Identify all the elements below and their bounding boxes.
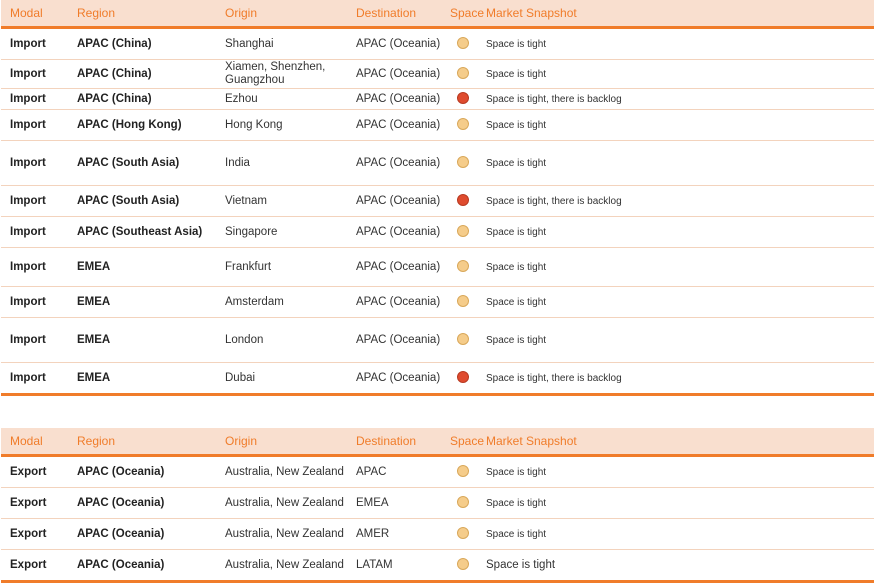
table-row <box>1 89 874 110</box>
backlog-status-dot-icon <box>457 92 469 104</box>
market-snapshot-cell: Space is tight, there is backlog <box>486 372 622 384</box>
region-cell: APAC (Southeast Asia) <box>77 225 203 238</box>
modal-cell: Import <box>10 118 46 131</box>
tight-status-dot-icon <box>457 295 469 307</box>
space-cell <box>451 60 475 88</box>
header-market-snapshot: Market Snapshot <box>486 434 577 448</box>
modal-cell: Import <box>10 156 46 169</box>
destination-cell: APAC (Oceania) <box>356 37 441 50</box>
header-region: Region <box>77 434 116 448</box>
destination-cell: LATAM <box>356 558 393 571</box>
modal-cell: Import <box>10 260 46 273</box>
modal-cell: Import <box>10 92 46 105</box>
origin-cell: Singapore <box>225 225 278 238</box>
market-snapshot-cell: Space is tight <box>486 466 547 478</box>
header-origin: Origin <box>225 6 258 20</box>
table-row <box>1 248 874 287</box>
table-row <box>1 488 874 519</box>
header-space: Space <box>450 434 485 448</box>
modal-cell: Export <box>10 527 47 540</box>
table-row <box>1 217 874 248</box>
region-cell: EMEA <box>77 295 111 308</box>
export-table-body <box>1 457 874 583</box>
table-row <box>1 287 874 318</box>
origin-cell: Hong Kong <box>225 118 283 131</box>
header-space: Space <box>450 6 485 20</box>
export-table-header <box>1 428 874 457</box>
space-cell <box>451 217 475 247</box>
destination-cell: APAC (Oceania) <box>356 225 441 238</box>
modal-cell: Import <box>10 295 46 308</box>
destination-cell: EMEA <box>356 496 389 509</box>
table-row <box>1 363 874 396</box>
region-cell: APAC (Oceania) <box>77 465 165 478</box>
space-cell <box>451 29 475 59</box>
space-cell <box>451 186 475 216</box>
table-row <box>1 110 874 141</box>
header-market-snapshot: Market Snapshot <box>486 6 577 20</box>
tight-status-dot-icon <box>457 37 469 49</box>
origin-cell: Australia, New Zealand <box>225 558 344 571</box>
destination-cell: APAC (Oceania) <box>356 260 441 273</box>
modal-cell: Export <box>10 496 47 509</box>
market-snapshot-cell: Space is tight, there is backlog <box>486 195 622 207</box>
table-row <box>1 141 874 186</box>
header-destination: Destination <box>356 434 417 448</box>
market-snapshot-cell: Space is tight <box>486 226 547 238</box>
destination-cell: APAC (Oceania) <box>356 194 441 207</box>
region-cell: APAC (Oceania) <box>77 558 165 571</box>
table-row <box>1 186 874 217</box>
market-snapshot-cell: Space is tight <box>486 334 547 346</box>
origin-cell: Shanghai <box>225 37 274 50</box>
tight-status-dot-icon <box>457 333 469 345</box>
origin-cell: Xiamen, Shenzhen, Guangzhou <box>225 61 326 86</box>
space-cell <box>451 89 475 109</box>
origin-cell: Frankfurt <box>225 260 272 273</box>
origin-cell: Ezhou <box>225 92 258 105</box>
modal-cell: Export <box>10 465 47 478</box>
modal-cell: Import <box>10 225 46 238</box>
space-cell <box>451 488 475 518</box>
origin-cell: Vietnam <box>225 194 267 207</box>
header-modal: Modal <box>10 6 43 20</box>
origin-cell: Australia, New Zealand <box>225 496 344 509</box>
market-snapshot-cell: Space is tight <box>486 157 547 169</box>
market-snapshot-cell: Space is tight <box>486 119 547 131</box>
import-table <box>1 0 874 396</box>
tight-status-dot-icon <box>457 496 469 508</box>
backlog-status-dot-icon <box>457 194 469 206</box>
destination-cell: APAC (Oceania) <box>356 156 441 169</box>
space-cell <box>451 318 475 362</box>
space-cell <box>451 110 475 140</box>
import-table-header <box>1 0 874 29</box>
table-row <box>1 318 874 363</box>
market-snapshot-cell: Space is tight, there is backlog <box>486 93 622 105</box>
region-cell: APAC (China) <box>77 92 152 105</box>
tight-status-dot-icon <box>457 558 469 570</box>
region-cell: EMEA <box>77 371 111 384</box>
region-cell: APAC (China) <box>77 67 152 80</box>
space-cell <box>451 248 475 286</box>
destination-cell: AMER <box>356 527 390 540</box>
tight-status-dot-icon <box>457 225 469 237</box>
origin-cell: Australia, New Zealand <box>225 527 344 540</box>
destination-cell: APAC (Oceania) <box>356 92 441 105</box>
region-cell: APAC (Hong Kong) <box>77 118 182 131</box>
market-snapshot-cell: Space is tight <box>486 38 547 50</box>
tight-status-dot-icon <box>457 260 469 272</box>
destination-cell: APAC (Oceania) <box>356 67 441 80</box>
table-row <box>1 457 874 488</box>
tight-status-dot-icon <box>457 67 469 79</box>
modal-cell: Export <box>10 558 47 571</box>
modal-cell: Import <box>10 67 46 80</box>
tight-status-dot-icon <box>457 465 469 477</box>
tight-status-dot-icon <box>457 527 469 539</box>
space-cell <box>451 141 475 185</box>
modal-cell: Import <box>10 194 46 207</box>
destination-cell: APAC (Oceania) <box>356 295 441 308</box>
region-cell: APAC (South Asia) <box>77 156 180 169</box>
header-region: Region <box>77 6 116 20</box>
origin-cell: Dubai <box>225 371 256 384</box>
origin-cell: Australia, New Zealand <box>225 465 344 478</box>
import-table-body <box>1 29 874 396</box>
table-row <box>1 60 874 89</box>
region-cell: APAC (South Asia) <box>77 194 180 207</box>
table-row <box>1 519 874 550</box>
destination-cell: APAC <box>356 465 387 478</box>
export-table <box>1 428 874 583</box>
origin-cell: London <box>225 333 264 346</box>
space-cell <box>451 519 475 549</box>
destination-cell: APAC (Oceania) <box>356 118 441 131</box>
header-origin: Origin <box>225 434 258 448</box>
modal-cell: Import <box>10 37 46 50</box>
region-cell: APAC (Oceania) <box>77 496 165 509</box>
region-cell: APAC (Oceania) <box>77 527 165 540</box>
modal-cell: Import <box>10 333 46 346</box>
region-cell: EMEA <box>77 260 111 273</box>
market-snapshot-cell: Space is tight <box>486 528 547 540</box>
market-snapshot-cell: Space is tight <box>486 497 547 509</box>
header-destination: Destination <box>356 6 417 20</box>
tight-status-dot-icon <box>457 156 469 168</box>
tight-status-dot-icon <box>457 118 469 130</box>
space-cell <box>451 457 475 487</box>
table-row <box>1 550 874 583</box>
market-snapshot-cell: Space is tight <box>486 68 547 80</box>
origin-cell: Amsterdam <box>225 295 284 308</box>
space-cell <box>451 363 475 393</box>
modal-cell: Import <box>10 371 46 384</box>
table-row <box>1 29 874 60</box>
market-snapshot-cell: Space is tight <box>486 261 547 273</box>
space-cell <box>451 287 475 317</box>
market-snapshot-cell: Space is tight <box>486 558 556 571</box>
destination-cell: APAC (Oceania) <box>356 371 441 384</box>
market-snapshot-cell: Space is tight <box>486 296 547 308</box>
backlog-status-dot-icon <box>457 371 469 383</box>
origin-cell: India <box>225 156 250 169</box>
region-cell: APAC (China) <box>77 37 152 50</box>
space-cell <box>451 550 475 580</box>
header-modal: Modal <box>10 434 43 448</box>
destination-cell: APAC (Oceania) <box>356 333 441 346</box>
region-cell: EMEA <box>77 333 111 346</box>
